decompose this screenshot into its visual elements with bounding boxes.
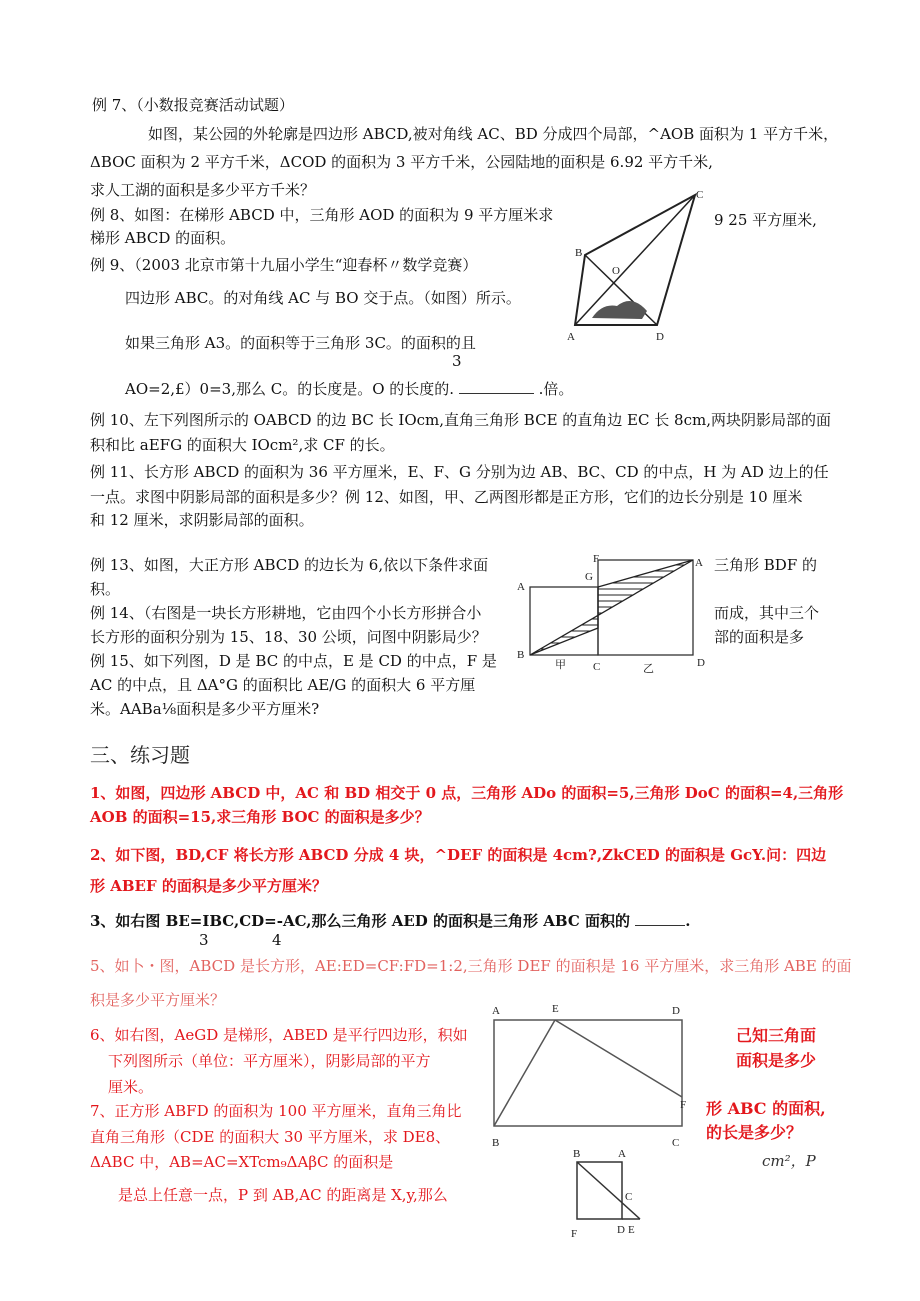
sq-label-c: C: [593, 661, 601, 673]
kite-label-o: O: [612, 265, 620, 277]
ex9-line3: [125, 380, 573, 398]
ex15-line1: 例 15、如下列图，D 是 BC 的中点，E 是 CD 的中点，F 是: [90, 652, 497, 670]
ex11-line2: 一点。求图中阴影局部的面积是多少？例 12、如图，甲、乙两图形都是正方形，它们的边长分别是 10 厘米: [90, 488, 803, 506]
lake-shape: [592, 301, 647, 319]
ex13-right: 三角形 BDF 的: [714, 556, 817, 574]
ex8-line1: 例 8、如图：在梯形 ABCD 中，三角形 AOD 的面积为 9 平方厘米求: [90, 206, 554, 224]
right-note-2: 面积是多少: [736, 1051, 817, 1070]
practice-6-line1: 6、如右图，AeGD 是梯形，ABED 是平行四边形，积如: [90, 1026, 468, 1044]
ex9-title: 例 9、（2003 北京市第十九届小学生“迎春杯〃数学竞赛）: [90, 256, 478, 274]
kite-label-c: C: [696, 189, 704, 201]
sq-label-a: A: [517, 581, 525, 593]
ex7-line2: ΔBOC 面积为 2 平方千米，ΔCOD 的面积为 3 平方千米，公园陆地的面积是 6.92 平方千米,: [90, 153, 713, 171]
square-label-e: E: [628, 1224, 635, 1236]
practice-7-line2: 直角三角形（CDE 的面积大 30 平方厘米，求 DE8、: [90, 1128, 451, 1146]
rect-label-e: E: [552, 1003, 559, 1015]
ex8-line2: 梯形 ABCD 的面积。: [90, 229, 236, 247]
sq-label-a2: A: [695, 557, 703, 569]
section-heading: 三、练习题: [90, 743, 190, 767]
sq-label-d: D: [697, 657, 705, 669]
sq-label-b: B: [517, 649, 525, 661]
sq-label-yi: 乙: [643, 663, 654, 675]
practice-3-line1: [90, 912, 690, 930]
right-note-5: cm²，P: [762, 1152, 816, 1170]
rect-label-c: C: [672, 1137, 680, 1149]
square-label-a: A: [618, 1148, 626, 1160]
ex9-line1: 四边形 ABC。的对角线 AC 与 BO 交于点。（如图）所示。: [125, 289, 521, 307]
ex14-right2: 部的面积是多: [714, 628, 805, 646]
practice-3-denominator-2: 4: [272, 931, 282, 949]
ex13-line2: 积。: [90, 580, 121, 598]
ex7-line3: 求人工湖的面积是多少平方千米？: [90, 181, 316, 199]
rect-label-b: B: [492, 1137, 500, 1149]
practice-6-line2: 下列图所示（单位：平方厘米），阴影局部的平方: [108, 1052, 431, 1070]
ex15-line2: AC 的中点，且 ΔA°G 的面积比 AE/G 的面积大 6 平方厘: [90, 676, 476, 694]
ex11-line1: 例 11、长方形 ABCD 的面积为 36 平方厘米，E、F、G 分别为边 AB、BC、CD 的中点，H 为 AD 边上的任: [90, 463, 829, 481]
square-label-f: F: [571, 1228, 578, 1240]
practice-1-line2: AOB 的面积=15,求三角形 BOC 的面积是多少？: [90, 808, 430, 826]
shaded-region: [530, 560, 693, 655]
rect-label-f: F: [680, 1099, 687, 1111]
ex14-line1: 例 14、（右图是一块长方形耕地，它由四个小长方形拼合小: [90, 604, 482, 622]
ex13-line1: 例 13、如图，大正方形 ABCD 的边长为 6,依以下条件求面: [90, 556, 489, 574]
ex10-line1: 例 10、左下列图所示的 OABCD 的边 BC 长 IOcm,直角三角形 BCE 的直角边 EC 长 8cm,两块阴影局部的面: [90, 411, 831, 429]
right-note-4: 的长是多少？: [706, 1123, 803, 1142]
ex9-line2: 如果三角形 A3。的面积等于三角形 3C。的面积的且: [125, 334, 476, 352]
ex15-line3: 米。AABa⅛面积是多少平方厘米?: [90, 700, 320, 718]
practice-3-blank: [635, 925, 685, 926]
square-label-b: B: [573, 1148, 581, 1160]
ex9-line3-end: .倍。: [538, 380, 574, 398]
kite-label-a: A: [567, 331, 575, 343]
ex9-line3-text: AO=2,£）0=3,那么 C。的长度是。O 的长度的.: [125, 380, 455, 398]
practice-5-line1: 5、如卜・图，ABCD 是长方形，AE:ED=CF:FD=1:2,三角形 DEF 的面积是 16 平方厘米，求三角形 ABE 的面: [90, 957, 852, 975]
practice-3-denominator-1: 3: [199, 931, 209, 949]
practice-3-text: 3、如右图 BE=IBC,CD=-AC,那么三角形 AED 的面积是三角形 ABC 面积的: [90, 912, 630, 930]
kite-label-d: D: [656, 331, 664, 343]
practice-2-line2: 形 ABEF 的面积是多少平方厘米？: [90, 877, 327, 895]
answer-blank: [459, 393, 534, 394]
practice-6-line3: 厘米。: [108, 1078, 154, 1096]
ex11-line3: 和 12 厘米，求阴影局部的面积。: [90, 511, 314, 529]
ex14-right1: 而成，其中三个: [714, 604, 820, 622]
practice-7-line4: 是总上任意一点，P 到 AB,AC 的距离是 X,y,那么: [118, 1186, 448, 1204]
practice-2-line1: 2、如下图，BD,CF 将长方形 ABCD 分成 4 块，^DEF 的面积是 4cm?,ZkCED 的面积是 GcY.问：四边: [90, 846, 827, 864]
sq-label-jia: 甲: [555, 659, 566, 671]
ex10-line2: 积和比 aEFG 的面积大 IOcm²,求 CF 的长。: [90, 436, 395, 454]
square-figure: [565, 1145, 685, 1245]
ex8-right: 9 25 平方厘米,: [714, 211, 817, 229]
right-note-1: 己知三角面: [736, 1026, 817, 1045]
ex14-line2: 长方形的面积分别为 15、18、30 公顷，问图中阴影局少？: [90, 628, 487, 646]
sq-label-f: F: [593, 553, 600, 565]
rectangle-figure: [488, 1000, 688, 1150]
right-note-3: 形 ABC 的面积,: [706, 1099, 826, 1118]
ex7-line1: 如图，某公园的外轮廓是四边形 ABCD,被对角线 AC、BD 分成四个局部，^AOB 面积为 1 平方千米，: [148, 125, 839, 143]
square-label-c: C: [625, 1191, 633, 1203]
rect-label-d: D: [672, 1005, 680, 1017]
ex7-title: 例 7、（小数报竞赛活动试题）: [92, 96, 294, 114]
squares-figure: [505, 550, 705, 675]
practice-1-line1: 1、如图，四边形 ABCD 中，AC 和 BD 相交于 0 点，三角形 ADo 的面积=5,三角形 DoC 的面积=4,三角形: [90, 784, 844, 802]
practice-7-line3: ΔABC 中，AB=AC=XTcm₉ΔAβC 的面积是: [90, 1153, 394, 1171]
kite-label-b: B: [575, 247, 583, 259]
sq-label-g: G: [585, 571, 593, 583]
square-label-d: D: [617, 1224, 625, 1236]
kite-figure: [560, 189, 710, 343]
practice-3-end: .: [685, 912, 691, 930]
ex9-fraction-denominator: 3: [452, 352, 462, 370]
practice-5-line2: 积是多少平方厘米？: [90, 991, 226, 1009]
practice-7-line1: 7、正方形 ABFD 的面积为 100 平方厘米，直角三角比: [90, 1102, 462, 1120]
rect-label-a: A: [492, 1005, 500, 1017]
